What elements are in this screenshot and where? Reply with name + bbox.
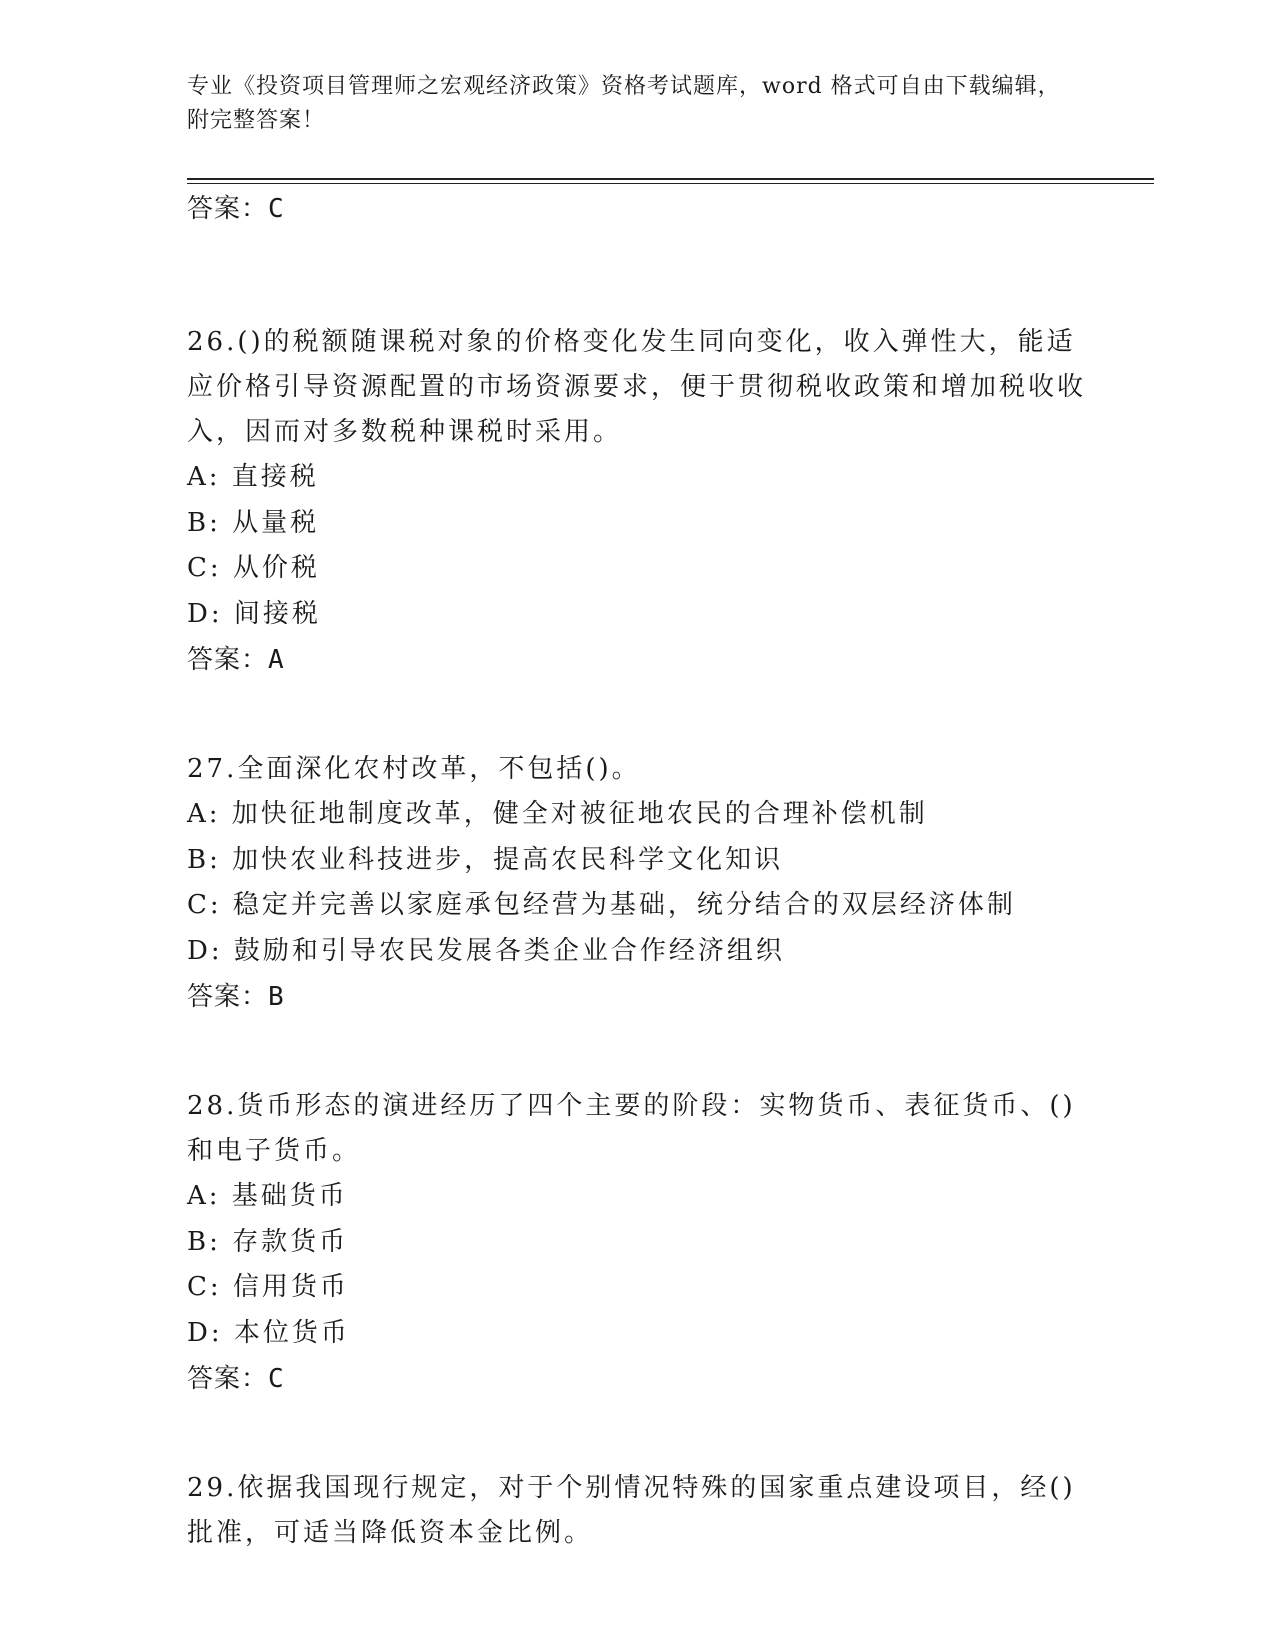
option-a: A: 基础货币 bbox=[187, 1181, 348, 1211]
option-b: B: 存款货币 bbox=[187, 1226, 349, 1257]
option-a: A: 直接税 bbox=[187, 462, 319, 492]
page-header: 专业《投资项目管理师之宏观经济政策》资格考试题库，word 格式可自由下载编辑，附完整答案！ bbox=[187, 74, 1061, 133]
question-block-28 bbox=[187, 1084, 1087, 1402]
option-b: B: 加快农业科技进步，提高农民科学文化知识 bbox=[187, 844, 784, 875]
option-b: B: 从量税 bbox=[187, 507, 320, 538]
answer-label: 答案：C bbox=[187, 1364, 285, 1394]
option-d: D: 鼓励和引导农民发展各类企业合作经济组织 bbox=[187, 935, 785, 966]
question-text: 28.货币形态的演进经历了四个主要的阶段：实物货币、表征货币、()和电子货币。 bbox=[187, 1091, 1076, 1166]
header-rule-thin bbox=[187, 183, 1154, 184]
question-block-27 bbox=[187, 747, 1087, 1020]
answer-label: 答案：A bbox=[187, 645, 285, 675]
answer-label: 答案：C bbox=[187, 194, 285, 224]
option-d: D: 本位货币 bbox=[187, 1317, 350, 1348]
header-rule-thick bbox=[187, 178, 1154, 180]
option-c: C: 从价税 bbox=[187, 553, 320, 583]
answer-label: 答案：B bbox=[187, 982, 285, 1012]
question-block-29 bbox=[187, 1466, 1087, 1556]
option-a: A: 加快征地制度改革，健全对被征地农民的合理补偿机制 bbox=[187, 799, 928, 829]
option-d: D: 间接税 bbox=[187, 598, 321, 629]
option-c: C: 稳定并完善以家庭承包经营为基础，统分结合的双层经济体制 bbox=[187, 890, 1016, 920]
question-text: 27.全面深化农村改革，不包括()。 bbox=[187, 754, 641, 784]
question-text: 26.()的税额随课税对象的价格变化发生同向变化，收入弹性大，能适应价格引导资源配置的市场资源要求，便于贯彻税收政策和增加税收收入，因而对多数税种课税时采用。 bbox=[187, 327, 1087, 447]
question-list bbox=[187, 186, 1087, 1556]
question-text: 29.依据我国现行规定，对于个别情况特殊的国家重点建设项目，经()批准，可适当降低资本金比例。 bbox=[187, 1473, 1076, 1548]
question-block-26 bbox=[187, 320, 1087, 683]
option-c: C: 信用货币 bbox=[187, 1272, 349, 1302]
